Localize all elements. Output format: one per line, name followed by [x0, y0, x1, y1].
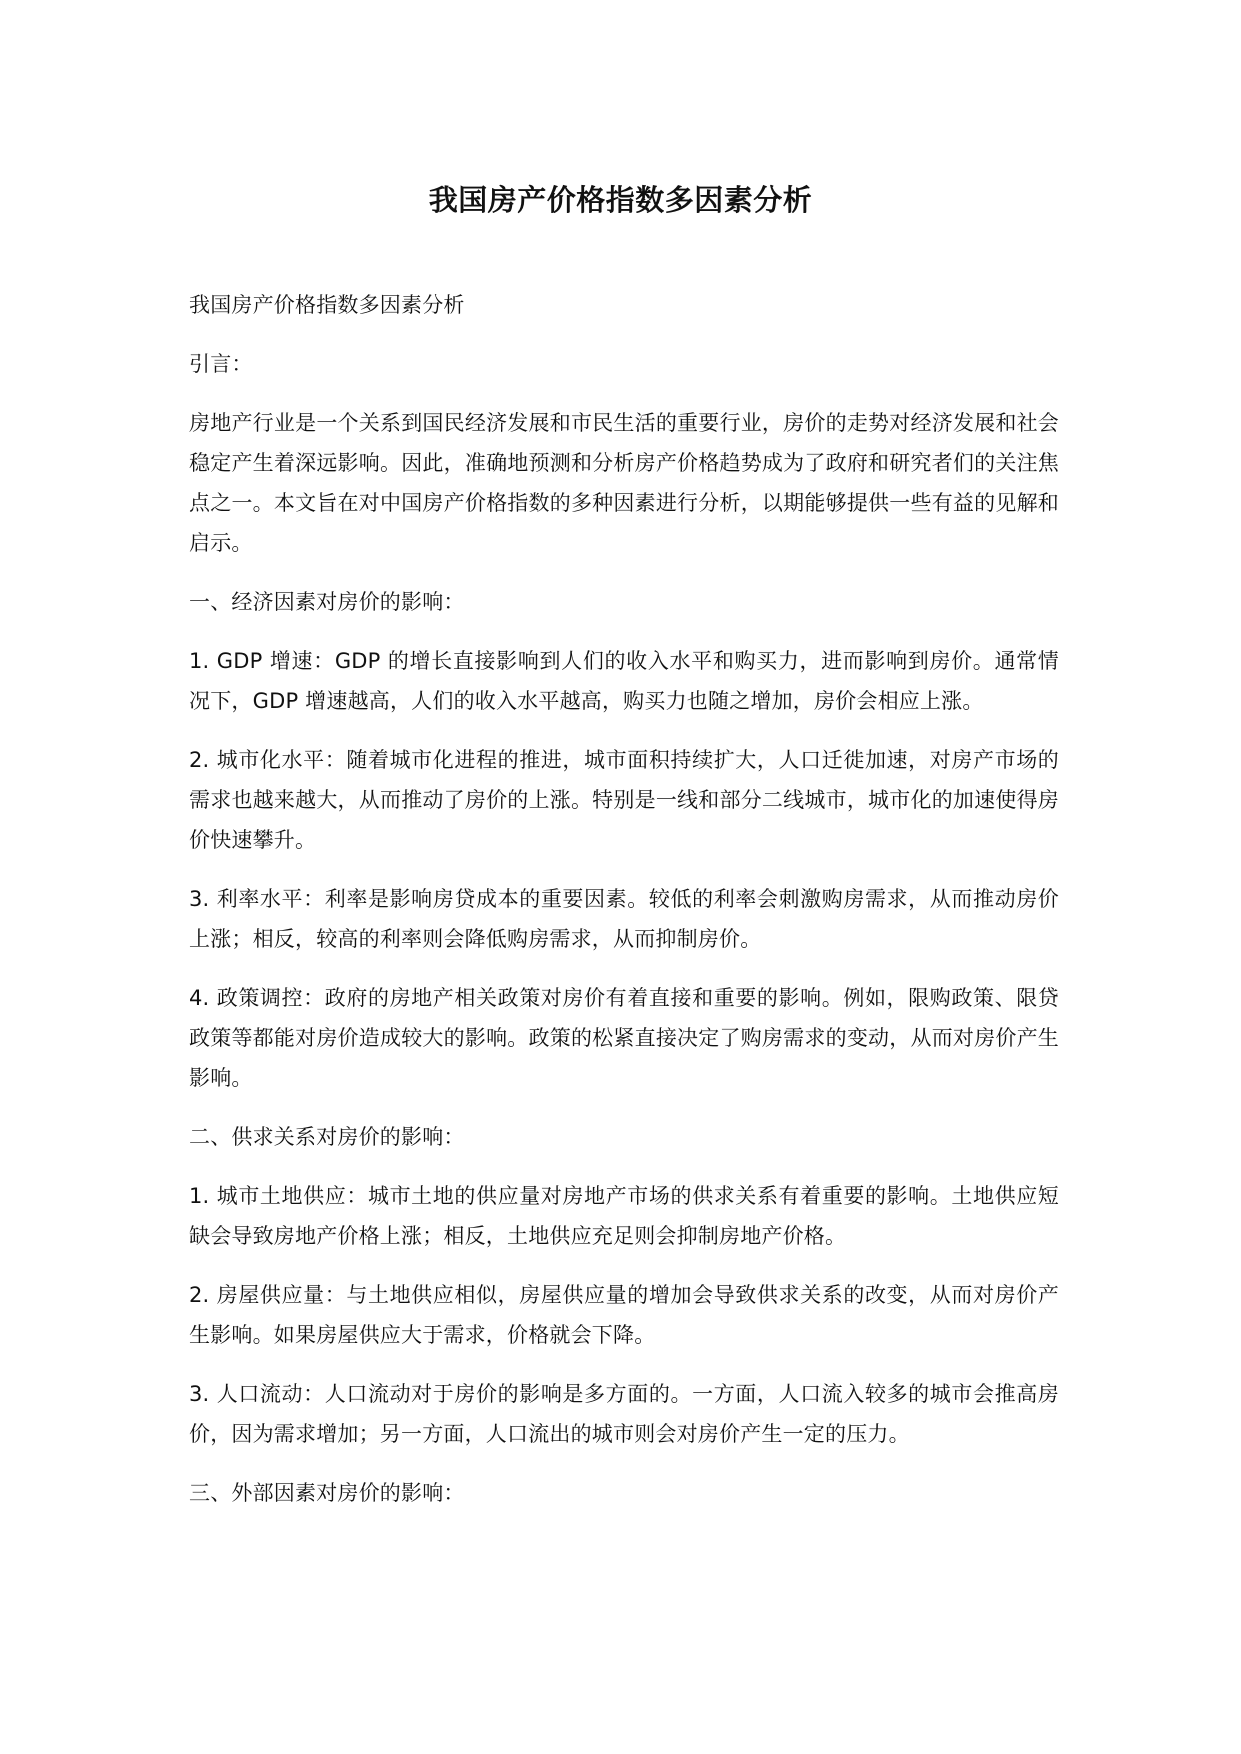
section-heading-external: 三、外部因素对房价的影响： [189, 1481, 465, 1505]
section-heading-economic: 一、经济因素对房价的影响： [189, 590, 465, 614]
paragraph-land-supply: 1. 城市土地供应：城市土地的供应量对房地产市场的供求关系有着重要的影响。土地供应短缺会导致房地产价格上涨；相反，土地供应充足则会抑制房地产价格。 [189, 1184, 1059, 1248]
paragraph-urbanization: 2. 城市化水平：随着城市化进程的推进，城市面积持续扩大，人口迁徙加速，对房产市场的需求也越来越大，从而推动了房价的上涨。特别是一线和部分二线城市，城市化的加速使得房价快速攀升。 [189, 748, 1059, 852]
paragraph-gdp: 1. GDP 增速：GDP 的增长直接影响到人们的收入水平和购买力，进而影响到房价。通常情况下，GDP 增速越高，人们的收入水平越高，购买力也随之增加，房价会相应上涨。 [189, 649, 1059, 713]
paragraph-policy: 4. 政策调控：政府的房地产相关政策对房价有着直接和重要的影响。例如，限购政策、限贷政策等都能对房价造成较大的影响。政策的松紧直接决定了购房需求的变动，从而对房价产生影响。 [189, 986, 1059, 1090]
paragraph-population-flow: 3. 人口流动：人口流动对于房价的影响是多方面的。一方面，人口流入较多的城市会推高房价，因为需求增加；另一方面，人口流出的城市则会对房价产生一定的压力。 [189, 1382, 1059, 1446]
paragraph-interest-rate: 3. 利率水平：利率是影响房贷成本的重要因素。较低的利率会刺激购房需求，从而推动房价上涨；相反，较高的利率则会降低购房需求，从而抑制房价。 [189, 887, 1059, 951]
paragraph-intro: 房地产行业是一个关系到国民经济发展和市民生活的重要行业，房价的走势对经济发展和社会稳定产生着深远影响。因此，准确地预测和分析房产价格趋势成为了政府和研究者们的关注焦点之一。本文旨在对中国房产价格指数的多种因素进行分析，以期能够提供一些有益的见解和启示。 [189, 411, 1059, 555]
paragraph-subtitle: 我国房产价格指数多因素分析 [189, 293, 465, 317]
document-body [189, 285, 1059, 1513]
paragraph-housing-supply: 2. 房屋供应量：与土地供应相似，房屋供应量的增加会导致供求关系的改变，从而对房价产生影响。如果房屋供应大于需求，价格就会下降。 [189, 1283, 1059, 1347]
section-heading-supply-demand: 二、供求关系对房价的影响： [189, 1125, 465, 1149]
paragraph-intro-heading: 引言： [189, 352, 253, 376]
document-title: 我国房产价格指数多因素分析 [428, 183, 813, 217]
